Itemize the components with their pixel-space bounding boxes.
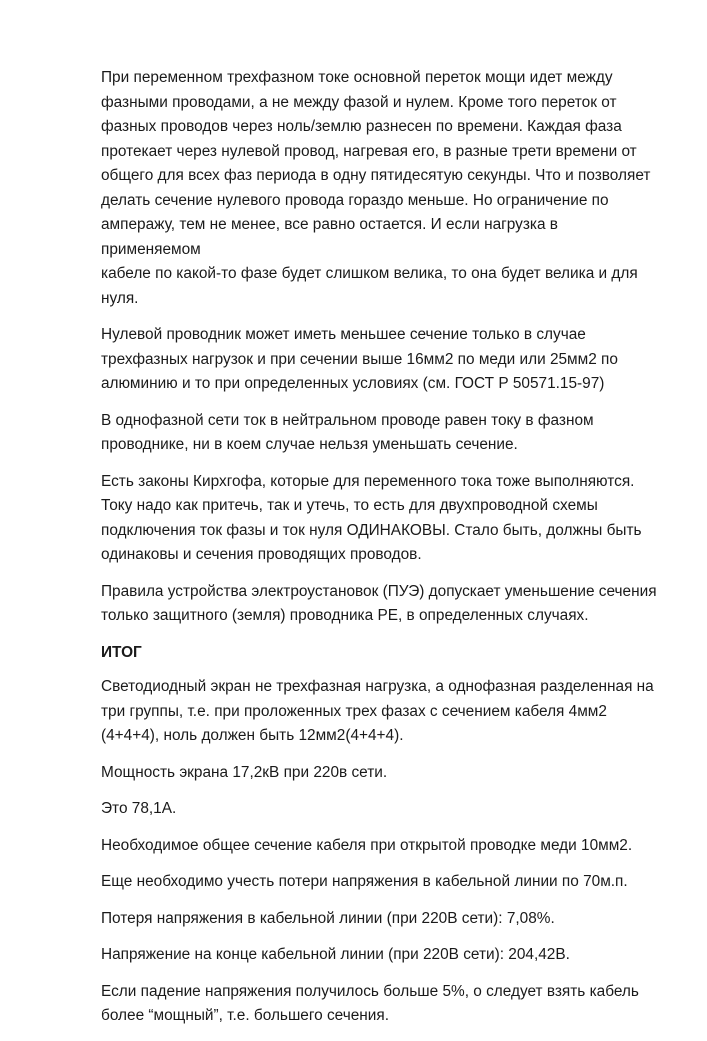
paragraph-voltage-loss-percent: Потеря напряжения в кабельной линии (при 220В сети): 7,08%. (101, 909, 555, 927)
paragraph-three-phase-current: При переменном трехфазном токе основной переток мощи идет между фазными проводами, а не между фазой и нулем. Кроме того переток от фазных проводов через ноль/землю разнесен по времени. Каждая фаза протекает через нулевой провод, нагревая его, в разные трети времени от общего для всех фаз периода в одну пятидесятую секунды. Что и позволяет делать сечение нулевого провода гораздо меньше. Но ограничение по амперажу, тем не менее, все равно остается. И если нагрузка в применяемом кабеле по какой-то фазе будет слишком велика, то она будет велика и для нуля. (101, 69, 651, 307)
document-body (101, 66, 661, 1041)
paragraph-voltage-losses: Еще необходимо учесть потери напряжения в кабельной линии по 70м.п. (101, 873, 628, 890)
paragraph-end-voltage: Напряжение на конце кабельной линии (при 220В сети): 204,42В. (101, 946, 570, 963)
paragraph-led-screen-load: Светодиодный экран не трехфазная нагрузка, а однофазная разделенная на три группы, т.е. при проложенных трех фазах с сечением кабеля 4мм2 (4+4+4), ноль должен быть 12мм2(4+4+4). (101, 678, 654, 744)
paragraph-screen-power: Мощность экрана 17,2кВ при 220в сети. (101, 763, 388, 781)
paragraph-single-phase-network: В однофазной сети ток в нейтральном проводе равен току в фазном проводнике, ни в коем случае нельзя уменьшать сечение. (101, 411, 594, 453)
section-heading-summary: ИТОГ (101, 643, 142, 661)
paragraph-kirchhoff-laws: Есть законы Кирхгофа, которые для переменного тока тоже выполняются. Току надо как притечь, так и утечь, то есть для двухпроводной схемы подключения ток фазы и ток нуля ОДИНАКОВЫ. Стало быть, должны быть одинаковы и сечения проводящих проводов. (101, 472, 642, 563)
paragraph-required-cross-section: Необходимое общее сечение кабеля при открытой проводке меди 10мм2. (101, 836, 633, 854)
paragraph-voltage-drop-advice: Если падение напряжения получилось больше 5%, о следует взять кабель более “мощный”, т.е. большего сечения. (101, 982, 639, 1024)
paragraph-neutral-conductor: Нулевой проводник может иметь меньшее сечение только в случае трехфазных нагрузок и при сечении выше 16мм2 по меди или 25мм2 по алюминию и то при определенных условиях (см. ГОСТ Р 50571.15-97) (101, 326, 618, 392)
paragraph-current-value: Это 78,1А. (101, 800, 177, 817)
paragraph-pue-rules: Правила устройства электроустановок (ПУЭ) допускает уменьшение сечения только защитного (земля) проводника РЕ, в определенных случаях. (101, 582, 657, 624)
